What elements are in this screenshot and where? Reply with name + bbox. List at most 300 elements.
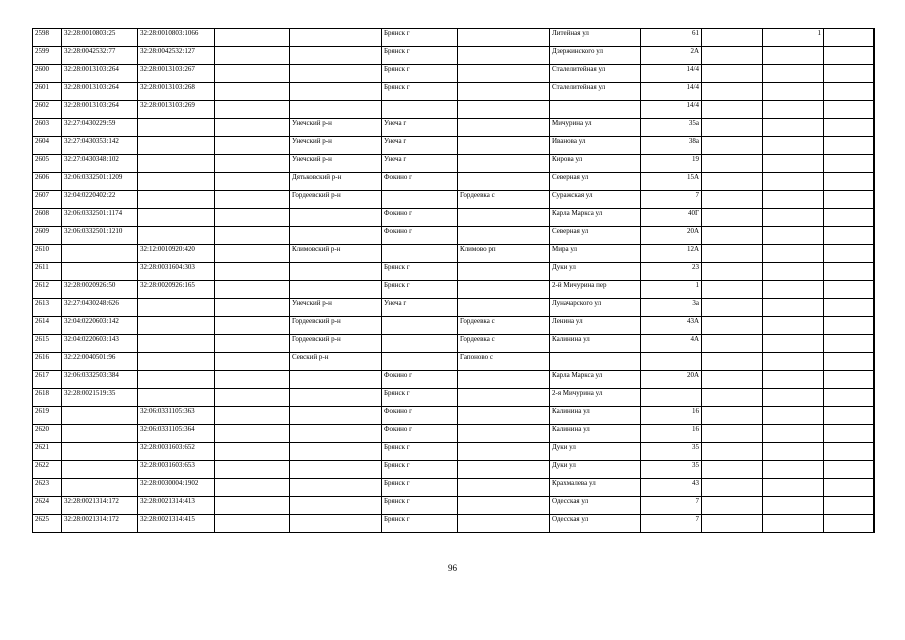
district-cell <box>290 29 382 47</box>
cadastral-number-cell: 32:06:0332503:384 <box>62 371 138 389</box>
cadastral-number-cell: 32:27:0430348:102 <box>62 155 138 173</box>
settlement-cell <box>458 425 550 443</box>
row-number-cell: 2598 <box>33 29 62 47</box>
district-cell: Унечский р-н <box>290 155 382 173</box>
row-number-cell: 2602 <box>33 101 62 119</box>
cell-11-cell <box>763 263 824 281</box>
cell-4-cell <box>215 83 290 101</box>
cell-11-cell <box>763 443 824 461</box>
cell-12-cell <box>824 227 874 245</box>
cell-4-cell <box>215 371 290 389</box>
building-cadastral-number-cell: 32:28:0030004:1902 <box>138 479 215 497</box>
table-row <box>33 461 875 479</box>
cell-4-cell <box>215 515 290 533</box>
cell-11-cell <box>763 137 824 155</box>
city-cell: Брянск г <box>382 281 458 299</box>
cell-12-cell <box>824 461 874 479</box>
house-number-cell: 7 <box>641 515 702 533</box>
settlement-cell <box>458 47 550 65</box>
district-cell: Гордеевский р-н <box>290 317 382 335</box>
building-cadastral-number-cell: 32:28:0042532:127 <box>138 47 215 65</box>
row-number-cell: 2599 <box>33 47 62 65</box>
street-cell: Суражская ул <box>550 191 641 209</box>
cadastral-number-cell <box>62 245 138 263</box>
city-cell: Брянск г <box>382 65 458 83</box>
cell-12-cell <box>824 29 874 47</box>
house-number-cell: 35 <box>641 461 702 479</box>
building-cadastral-number-cell <box>138 209 215 227</box>
cell-12-cell <box>824 83 874 101</box>
building-cadastral-number-cell <box>138 155 215 173</box>
cell-10-cell <box>702 101 763 119</box>
cadastral-number-cell: 32:28:0013103:264 <box>62 83 138 101</box>
house-number-cell: 35а <box>641 119 702 137</box>
house-number-cell: 15А <box>641 173 702 191</box>
street-cell: Луначарского ул <box>550 299 641 317</box>
cell-11-cell <box>763 281 824 299</box>
city-cell <box>382 317 458 335</box>
row-number-cell: 2607 <box>33 191 62 209</box>
district-cell <box>290 101 382 119</box>
cadastral-number-cell: 32:04:0220603:142 <box>62 317 138 335</box>
city-cell: Брянск г <box>382 443 458 461</box>
cell-4-cell <box>215 461 290 479</box>
cadastral-number-cell: 32:27:0430229:59 <box>62 119 138 137</box>
cell-10-cell <box>702 443 763 461</box>
cell-4-cell <box>215 425 290 443</box>
city-cell: Брянск г <box>382 47 458 65</box>
cadastral-number-cell: 32:28:0020926:50 <box>62 281 138 299</box>
building-cadastral-number-cell: 32:28:0031604:303 <box>138 263 215 281</box>
table-row <box>33 317 875 335</box>
district-cell: Гордеевский р-н <box>290 191 382 209</box>
city-cell <box>382 101 458 119</box>
cell-13-cell <box>874 155 875 173</box>
building-cadastral-number-cell <box>138 137 215 155</box>
cell-11-cell <box>763 425 824 443</box>
settlement-cell <box>458 101 550 119</box>
district-cell <box>290 263 382 281</box>
cell-4-cell <box>215 65 290 83</box>
district-cell: Унечский р-н <box>290 137 382 155</box>
street-cell: Калинина ул <box>550 425 641 443</box>
cell-4-cell <box>215 191 290 209</box>
cell-10-cell <box>702 281 763 299</box>
city-cell: Брянск г <box>382 479 458 497</box>
cell-12-cell <box>824 479 874 497</box>
table-row <box>33 191 875 209</box>
building-cadastral-number-cell <box>138 317 215 335</box>
cell-11-cell <box>763 407 824 425</box>
city-cell: Брянск г <box>382 461 458 479</box>
street-cell: Дуки ул <box>550 461 641 479</box>
cadastral-number-cell: 32:28:0021314:172 <box>62 515 138 533</box>
cell-13-cell <box>874 119 875 137</box>
street-cell: Одесская ул <box>550 515 641 533</box>
register-table-body <box>33 29 875 533</box>
cell-10-cell <box>702 209 763 227</box>
cell-10-cell <box>702 47 763 65</box>
cell-13-cell <box>874 209 875 227</box>
settlement-cell <box>458 443 550 461</box>
cadastral-number-cell: 32:28:0013103:264 <box>62 101 138 119</box>
cell-12-cell <box>824 335 874 353</box>
cell-11-cell: 1 <box>763 29 824 47</box>
cell-4-cell <box>215 407 290 425</box>
row-number-cell: 2605 <box>33 155 62 173</box>
cell-10-cell <box>702 371 763 389</box>
settlement-cell <box>458 497 550 515</box>
cell-13-cell <box>874 101 875 119</box>
settlement-cell: Гордеевка с <box>458 335 550 353</box>
house-number-cell: 14/4 <box>641 101 702 119</box>
cell-12-cell <box>824 155 874 173</box>
house-number-cell: 4А <box>641 335 702 353</box>
cell-12-cell <box>824 353 874 371</box>
cell-4-cell <box>215 47 290 65</box>
building-cadastral-number-cell: 32:28:0031603:652 <box>138 443 215 461</box>
district-cell: Климовский р-н <box>290 245 382 263</box>
row-number-cell: 2623 <box>33 479 62 497</box>
settlement-cell <box>458 461 550 479</box>
table-row <box>33 65 875 83</box>
table-row <box>33 173 875 191</box>
street-cell: Сталелитейная ул <box>550 65 641 83</box>
cell-4-cell <box>215 389 290 407</box>
cell-13-cell <box>874 137 875 155</box>
city-cell: Брянск г <box>382 83 458 101</box>
cell-11-cell <box>763 317 824 335</box>
cell-10-cell <box>702 389 763 407</box>
cell-10-cell <box>702 353 763 371</box>
cell-13-cell <box>874 497 875 515</box>
cell-4-cell <box>215 209 290 227</box>
street-cell: Иванова ул <box>550 137 641 155</box>
street-cell <box>550 353 641 371</box>
row-number-cell: 2606 <box>33 173 62 191</box>
cadastral-number-cell: 32:28:0042532:77 <box>62 47 138 65</box>
city-cell: Брянск г <box>382 515 458 533</box>
house-number-cell: 43А <box>641 317 702 335</box>
settlement-cell <box>458 515 550 533</box>
cell-13-cell <box>874 479 875 497</box>
building-cadastral-number-cell: 32:06:0331105:364 <box>138 425 215 443</box>
building-cadastral-number-cell <box>138 371 215 389</box>
cell-13-cell <box>874 461 875 479</box>
street-cell: Калинина ул <box>550 407 641 425</box>
cadastral-number-cell <box>62 461 138 479</box>
house-number-cell: 3а <box>641 299 702 317</box>
cell-13-cell <box>874 389 875 407</box>
table-row <box>33 119 875 137</box>
cell-12-cell <box>824 209 874 227</box>
cell-4-cell <box>215 497 290 515</box>
cell-13-cell <box>874 83 875 101</box>
register-table-container <box>32 28 874 542</box>
cell-10-cell <box>702 299 763 317</box>
cell-12-cell <box>824 119 874 137</box>
street-cell: Северная ул <box>550 173 641 191</box>
cell-11-cell <box>763 83 824 101</box>
table-row <box>33 209 875 227</box>
cell-10-cell <box>702 245 763 263</box>
cell-12-cell <box>824 443 874 461</box>
cell-10-cell <box>702 317 763 335</box>
settlement-cell <box>458 119 550 137</box>
settlement-cell <box>458 281 550 299</box>
cell-13-cell <box>874 245 875 263</box>
cell-13-cell <box>874 353 875 371</box>
cell-12-cell <box>824 389 874 407</box>
table-row <box>33 335 875 353</box>
cell-11-cell <box>763 497 824 515</box>
city-cell: Унеча г <box>382 155 458 173</box>
cell-13-cell <box>874 299 875 317</box>
building-cadastral-number-cell: 32:12:0010920:420 <box>138 245 215 263</box>
street-cell: Мичурина ул <box>550 119 641 137</box>
cell-4-cell <box>215 443 290 461</box>
building-cadastral-number-cell <box>138 335 215 353</box>
district-cell <box>290 47 382 65</box>
cadastral-number-cell <box>62 263 138 281</box>
street-cell: Карла Маркса ул <box>550 371 641 389</box>
row-number-cell: 2618 <box>33 389 62 407</box>
cadastral-number-cell: 32:06:0332501:1210 <box>62 227 138 245</box>
cell-13-cell <box>874 263 875 281</box>
cell-10-cell <box>702 263 763 281</box>
city-cell: Унеча г <box>382 119 458 137</box>
cell-13-cell <box>874 317 875 335</box>
cadastral-number-cell <box>62 443 138 461</box>
row-number-cell: 2625 <box>33 515 62 533</box>
cell-12-cell <box>824 497 874 515</box>
settlement-cell: Климово рп <box>458 245 550 263</box>
city-cell: Брянск г <box>382 389 458 407</box>
cell-13-cell <box>874 47 875 65</box>
cell-10-cell <box>702 29 763 47</box>
cell-11-cell <box>763 155 824 173</box>
house-number-cell: 7 <box>641 497 702 515</box>
settlement-cell <box>458 29 550 47</box>
district-cell: Дятьковский р-н <box>290 173 382 191</box>
building-cadastral-number-cell: 32:28:0013103:268 <box>138 83 215 101</box>
street-cell: Дуки ул <box>550 443 641 461</box>
house-number-cell: 38а <box>641 137 702 155</box>
table-row <box>33 371 875 389</box>
row-number-cell: 2609 <box>33 227 62 245</box>
row-number-cell: 2610 <box>33 245 62 263</box>
city-cell: Брянск г <box>382 263 458 281</box>
building-cadastral-number-cell: 32:28:0010803:1066 <box>138 29 215 47</box>
street-cell: Дзержинского ул <box>550 47 641 65</box>
city-cell: Унеча г <box>382 299 458 317</box>
street-cell: Одесская ул <box>550 497 641 515</box>
house-number-cell: 7 <box>641 191 702 209</box>
row-number-cell: 2601 <box>33 83 62 101</box>
cadastral-number-cell <box>62 425 138 443</box>
table-row <box>33 515 875 533</box>
cell-11-cell <box>763 65 824 83</box>
building-cadastral-number-cell <box>138 299 215 317</box>
street-cell: Дуки ул <box>550 263 641 281</box>
table-row <box>33 479 875 497</box>
cell-11-cell <box>763 209 824 227</box>
house-number-cell: 12А <box>641 245 702 263</box>
cell-13-cell <box>874 371 875 389</box>
house-number-cell: 61 <box>641 29 702 47</box>
cell-12-cell <box>824 137 874 155</box>
cell-12-cell <box>824 425 874 443</box>
row-number-cell: 2604 <box>33 137 62 155</box>
building-cadastral-number-cell <box>138 353 215 371</box>
city-cell: Брянск г <box>382 29 458 47</box>
row-number-cell: 2621 <box>33 443 62 461</box>
table-row <box>33 29 875 47</box>
table-row <box>33 137 875 155</box>
city-cell: Фокино г <box>382 425 458 443</box>
district-cell <box>290 407 382 425</box>
cell-4-cell <box>215 317 290 335</box>
building-cadastral-number-cell: 32:28:0031603:653 <box>138 461 215 479</box>
table-row <box>33 245 875 263</box>
district-cell <box>290 227 382 245</box>
street-cell: Кирова ул <box>550 155 641 173</box>
house-number-cell: 19 <box>641 155 702 173</box>
cell-11-cell <box>763 371 824 389</box>
cell-12-cell <box>824 317 874 335</box>
table-row <box>33 497 875 515</box>
building-cadastral-number-cell <box>138 173 215 191</box>
district-cell <box>290 65 382 83</box>
cell-12-cell <box>824 515 874 533</box>
cell-10-cell <box>702 497 763 515</box>
cell-13-cell <box>874 191 875 209</box>
cell-13-cell <box>874 173 875 191</box>
street-cell: 2-й Мичурина пер <box>550 281 641 299</box>
cell-12-cell <box>824 245 874 263</box>
cadastral-number-cell: 32:04:0220603:143 <box>62 335 138 353</box>
table-row <box>33 101 875 119</box>
cell-11-cell <box>763 245 824 263</box>
table-row <box>33 263 875 281</box>
cell-13-cell <box>874 335 875 353</box>
cell-11-cell <box>763 101 824 119</box>
row-number-cell: 2615 <box>33 335 62 353</box>
district-cell <box>290 497 382 515</box>
house-number-cell: 16 <box>641 407 702 425</box>
cell-11-cell <box>763 173 824 191</box>
row-number-cell: 2617 <box>33 371 62 389</box>
cadastral-number-cell <box>62 479 138 497</box>
cell-4-cell <box>215 101 290 119</box>
settlement-cell <box>458 389 550 407</box>
settlement-cell <box>458 371 550 389</box>
city-cell: Фокино г <box>382 209 458 227</box>
settlement-cell: Гапоново с <box>458 353 550 371</box>
row-number-cell: 2613 <box>33 299 62 317</box>
street-cell: Сталелитейная ул <box>550 83 641 101</box>
cell-10-cell <box>702 461 763 479</box>
cell-12-cell <box>824 173 874 191</box>
cadastral-number-cell: 32:28:0010803:25 <box>62 29 138 47</box>
cadastral-number-cell: 32:06:0332501:1209 <box>62 173 138 191</box>
cell-10-cell <box>702 407 763 425</box>
city-cell <box>382 191 458 209</box>
table-row <box>33 47 875 65</box>
row-number-cell: 2608 <box>33 209 62 227</box>
city-cell: Унеча г <box>382 137 458 155</box>
row-number-cell: 2603 <box>33 119 62 137</box>
district-cell: Гордеевский р-н <box>290 335 382 353</box>
street-cell: Литейная ул <box>550 29 641 47</box>
house-number-cell: 14/4 <box>641 65 702 83</box>
cell-12-cell <box>824 101 874 119</box>
district-cell <box>290 281 382 299</box>
house-number-cell <box>641 389 702 407</box>
cell-10-cell <box>702 155 763 173</box>
district-cell: Севский р-н <box>290 353 382 371</box>
street-cell: 2-я Мичурина ул <box>550 389 641 407</box>
table-row <box>33 281 875 299</box>
table-row <box>33 443 875 461</box>
district-cell: Унечский р-н <box>290 299 382 317</box>
settlement-cell <box>458 137 550 155</box>
cell-10-cell <box>702 479 763 497</box>
cell-10-cell <box>702 425 763 443</box>
settlement-cell <box>458 407 550 425</box>
cell-11-cell <box>763 479 824 497</box>
cell-11-cell <box>763 119 824 137</box>
cadastral-number-cell <box>62 407 138 425</box>
building-cadastral-number-cell <box>138 227 215 245</box>
table-row <box>33 83 875 101</box>
city-cell: Фокино г <box>382 371 458 389</box>
building-cadastral-number-cell <box>138 191 215 209</box>
district-cell <box>290 515 382 533</box>
cell-11-cell <box>763 353 824 371</box>
cell-12-cell <box>824 47 874 65</box>
cadastral-number-cell: 32:22:0040501:96 <box>62 353 138 371</box>
cadastral-number-cell: 32:27:0430248:626 <box>62 299 138 317</box>
cadastral-number-cell: 32:04:0220402:22 <box>62 191 138 209</box>
cell-4-cell <box>215 479 290 497</box>
city-cell: Фокино г <box>382 227 458 245</box>
building-cadastral-number-cell: 32:28:0021314:413 <box>138 497 215 515</box>
house-number-cell: 43 <box>641 479 702 497</box>
cell-13-cell <box>874 407 875 425</box>
street-cell: Ленина ул <box>550 317 641 335</box>
house-number-cell: 16 <box>641 425 702 443</box>
street-cell: Карла Маркса ул <box>550 209 641 227</box>
cell-10-cell <box>702 335 763 353</box>
row-number-cell: 2619 <box>33 407 62 425</box>
house-number-cell: 14/4 <box>641 83 702 101</box>
cell-4-cell <box>215 119 290 137</box>
cell-4-cell <box>215 155 290 173</box>
cell-12-cell <box>824 371 874 389</box>
row-number-cell: 2614 <box>33 317 62 335</box>
building-cadastral-number-cell: 32:28:0020926:165 <box>138 281 215 299</box>
city-cell: Брянск г <box>382 497 458 515</box>
house-number-cell: 35 <box>641 443 702 461</box>
row-number-cell: 2622 <box>33 461 62 479</box>
house-number-cell: 2А <box>641 47 702 65</box>
table-row <box>33 389 875 407</box>
row-number-cell: 2600 <box>33 65 62 83</box>
house-number-cell: 23 <box>641 263 702 281</box>
cell-13-cell <box>874 443 875 461</box>
building-cadastral-number-cell: 32:28:0013103:269 <box>138 101 215 119</box>
